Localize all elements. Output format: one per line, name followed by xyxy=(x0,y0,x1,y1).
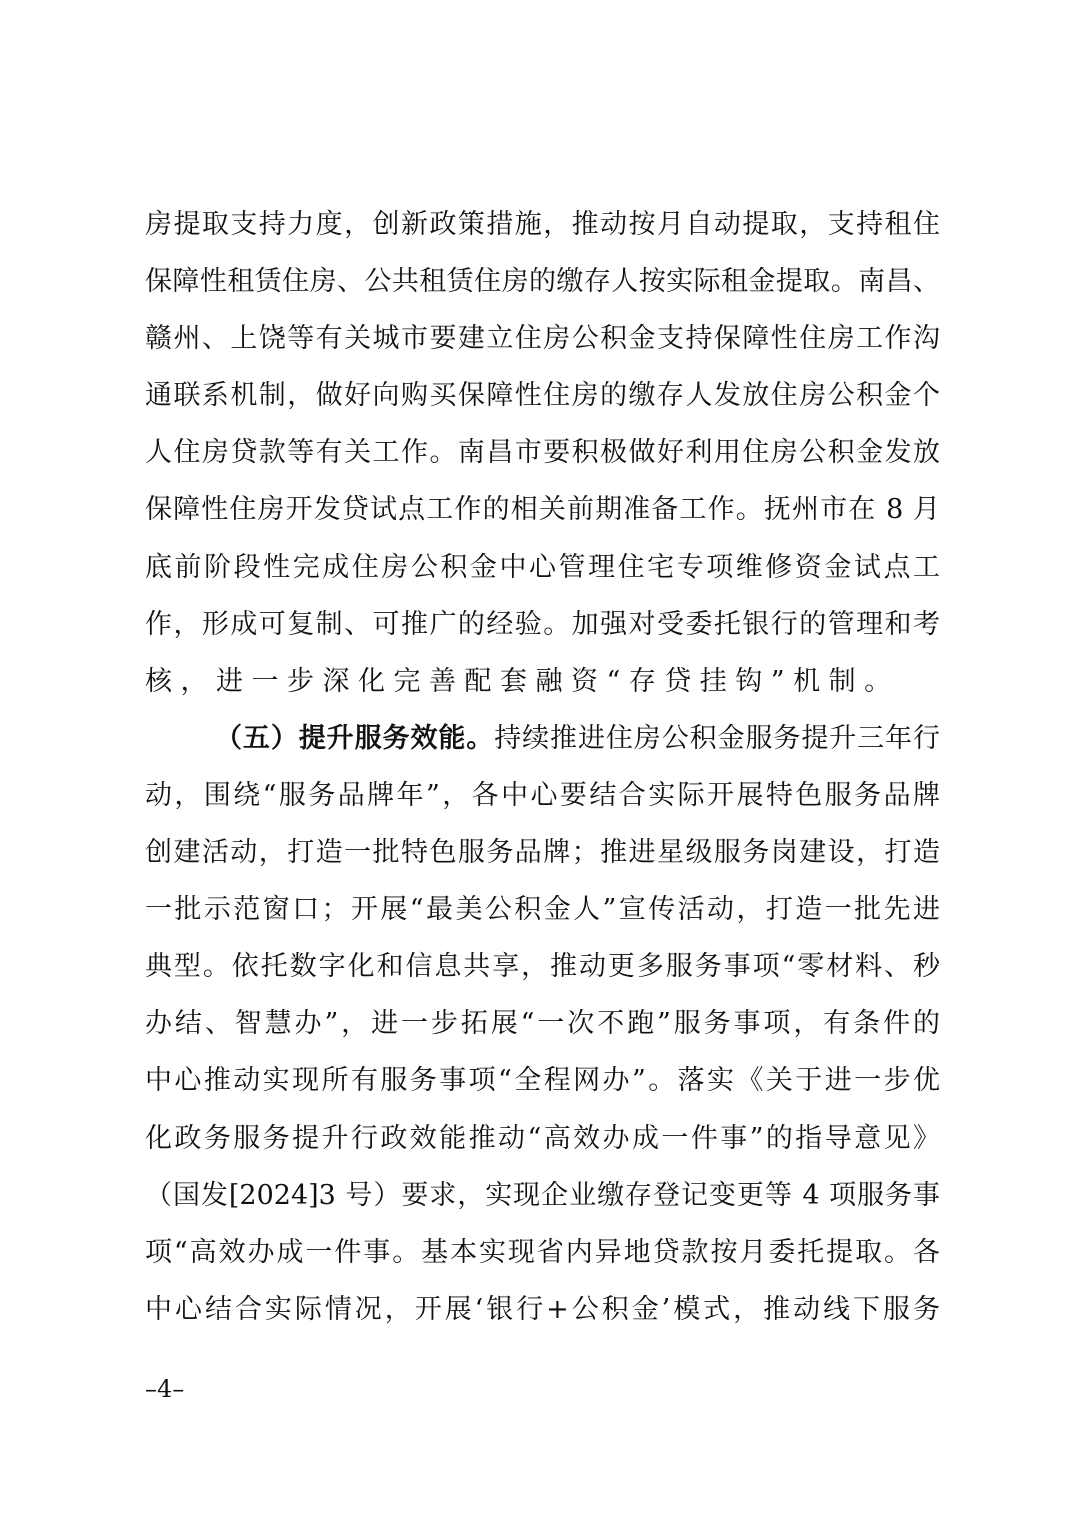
text-line: 动，围绕“服务品牌年”，各中心要结合实际开展特色服务品牌 xyxy=(145,779,940,811)
section-heading: （五）提升服务效能。 xyxy=(215,722,495,754)
text-line: （国发[2024]3 号）要求，实现企业缴存登记变更等 4 项服务事 xyxy=(145,1179,940,1211)
text-line: 赣州、上饶等有关城市要建立住房公积金支持保障性住房工作沟 xyxy=(145,323,940,355)
text-line: 项“高效办成一件事。基本实现省内异地贷款按月委托提取。各 xyxy=(145,1236,940,1268)
text-line: 办结、智慧办”，进一步拓展“一次不跑”服务事项，有条件的 xyxy=(145,1008,940,1040)
document-body xyxy=(145,203,940,1345)
page-number: –4– xyxy=(145,1375,185,1403)
text-line: 底前阶段性完成住房公积金中心管理住宅专项维修资金试点工 xyxy=(145,551,940,583)
text-line: 典型。依托数字化和信息共享，推动更多服务事项“零材料、秒 xyxy=(145,951,940,983)
text-line: 一批示范窗口；开展“最美公积金人”宣传活动，打造一批先进 xyxy=(145,894,940,926)
text-line: 房提取支持力度，创新政策措施，推动按月自动提取，支持租住 xyxy=(145,209,940,240)
text-line: 中心结合实际情况，开展‘银行+公积金’模式，推动线下服务 xyxy=(145,1293,940,1325)
text-line: 保障性租赁住房、公共租赁住房的缴存人按实际租金提取。南昌、 xyxy=(145,266,940,298)
text-line: 中心推动实现所有服务事项“全程网办”。落实《关于进一步优 xyxy=(145,1065,940,1097)
section-first-line xyxy=(145,717,940,774)
text-span: 持续推进住房公积金服务提升三年行 xyxy=(494,722,941,754)
text-line: 通联系机制，做好向购买保障性住房的缴存人发放住房公积金个 xyxy=(145,380,940,412)
text-line: 核，进一步深化完善配套融资“存贷挂钩”机制。 xyxy=(145,665,900,697)
text-line: 化政务服务提升行政效能推动“高效办成一件事”的指导意见》 xyxy=(145,1122,940,1154)
text-line: 创建活动，打造一批特色服务品牌；推进星级服务岗建设，打造 xyxy=(145,837,940,869)
text-line: 作，形成可复制、可推广的经验。加强对受委托银行的管理和考 xyxy=(145,608,940,640)
text-line: 人住房贷款等有关工作。南昌市要积极做好利用住房公积金发放 xyxy=(145,437,940,469)
text-line: 保障性住房开发贷试点工作的相关前期准备工作。抚州市在 8 月 xyxy=(145,494,940,526)
